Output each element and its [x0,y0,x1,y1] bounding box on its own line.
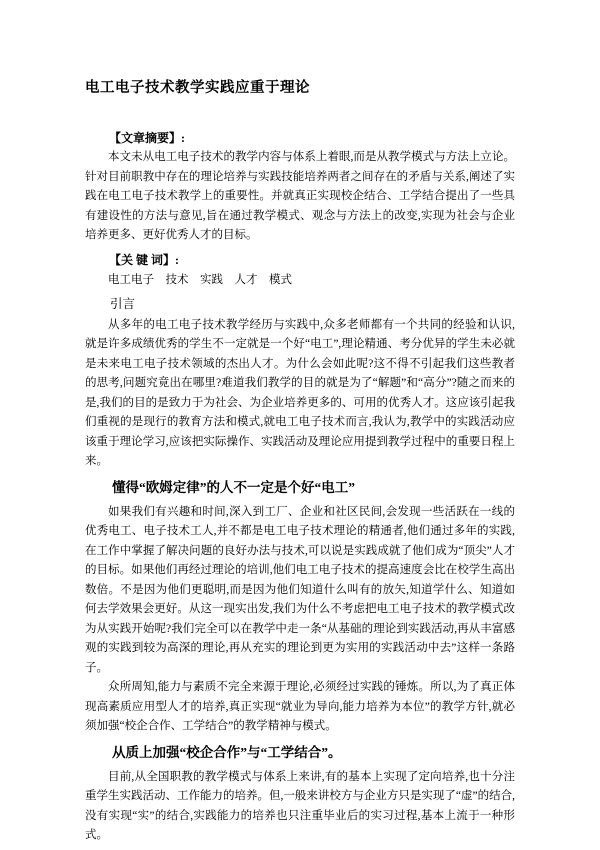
keywords-label: 【关 键 词】: [109,252,179,267]
document-title: 电工电子技术教学实践应重于理论 [85,80,310,96]
introduction-paragraph: 从多年的电工电子技术教学经历与实践中,众多老师都有一个共同的经验和认识,就是许多成绩优秀的学生不一定就是一个好“电工”,理论精通、考分优异的学生未必就是未来电工电子技术领域的杰出人才。为什么会如此呢?这不得不引起我们这些教者的思考,问题究竟出在哪里?难道我们教学的目的就是为了“解题”和“高分”?随之而来的是,我们的目的是致力于为社会、为企业培养更多的、可用的优秀人才。这应该引起我们重视的是现行的教育方法和模式,就电工电子技术而言,我认为,教学中的实践活动应该重于理论学习,应该把实际操作、实践活动及理论应用提到教学过程中的重要日程上来。 [85,318,515,467]
abstract-label: 【文章摘要】: [109,131,185,145]
section1-paragraph-1: 如果我们有兴趣和时间,深入到工厂、企业和社区民间,会发现一些活跃在一线的优秀电工、电子技术工人,并不都是电工电子技术理论的精通者,他们通过多年的实践,在工作中掌握了解决问题的良好办法与技术,可以说是实践成就了他们成为“顶尖”人才的目标。如果他们再经过理论的培训,他们电工电子技术的提高速度会比在校学生高出数倍。不是因为他们更聪明,而是因为他们知道什么叫有的放矢,知道学什么、知道如何去学效果会更好。从这一现实出发,我们为什么不考虑把电工电子技术的教学模式改为从实践开始呢?我们完全可以在教学中走一条“从基础的理论到实践活动,再从丰富感观的实践到较为高深的理论,再从充实的理论到更为实用的实践活动中去”这样一条路子。 [85,505,515,674]
section-heading-2: 从质上加强“校企合作”与“工学结合”。 [112,744,342,760]
section-heading-1: 懂得“欧姆定律”的人不一定是个好“电工” [112,479,355,495]
abstract-paragraph: 本文未从电工电子技术的教学内容与体系上着眼,而是从教学模式与方法上立论。针对目前职教中存在的理论培养与实践技能培养两者之间存在的矛盾与关系,阐述了实践在电工电子技术教学上的重要性。并就真正实现校企结合、工学结合提出了一些具有建设性的方法与意见,旨在通过教学模式、观念与方法上的改变,实现为社会与企业培养更多、更好优秀人才的目标。 [85,151,515,241]
section1-paragraph-2: 众所周知,能力与素质不完全来源于理论,必须经过实践的锤炼。所以,为了真正体现高素质应用型人才的培养,真正实现“就业为导向,能力培养为本位”的教学方针,就必须加强“校企合作、工学结合”的教学精神与模式。 [85,681,515,732]
keywords-list: 电工电子 技术 实践 人才 模式 [108,273,292,286]
introduction-heading: 引言 [110,296,136,311]
section2-paragraph-1: 目前,从全国职教的教学模式与体系上来讲,有的基本上实现了定向培养,也十分注重学生实践活动、工作能力的培养。但,一般来讲校方与企业方只是实现了“虚”的结合,没有实现“实”的结合,实践能力的培养也只注重毕业后的实习过程,基本上流于一种形式。 [85,770,515,841]
